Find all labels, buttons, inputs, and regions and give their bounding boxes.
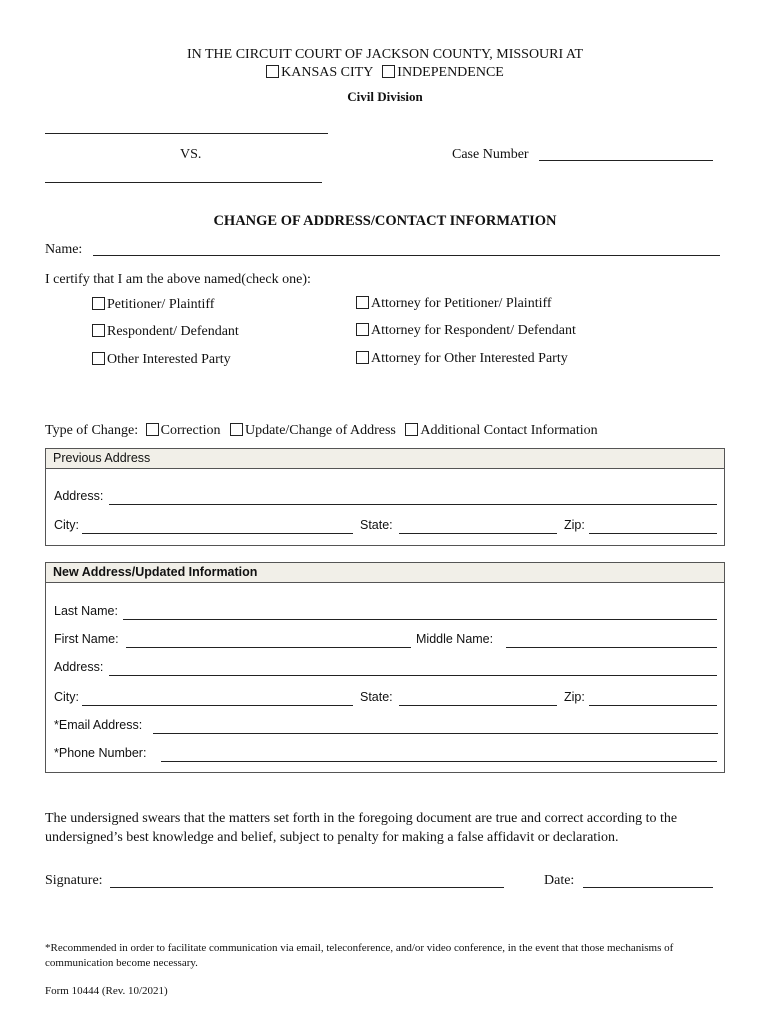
role-atty-petitioner[interactable]: [356, 296, 552, 312]
signature-label: Signature:: [45, 873, 103, 888]
new-address-section: [45, 562, 725, 773]
kansas-city-checkbox[interactable]: [266, 65, 279, 78]
last-name-field[interactable]: [123, 619, 717, 620]
phone-field[interactable]: [161, 761, 717, 762]
update-checkbox[interactable]: [230, 423, 243, 436]
atty-other-label: Attorney for Other Interested Party: [371, 351, 568, 366]
date-field[interactable]: [583, 887, 713, 888]
certify-text: I certify that I am the above named(check one):: [45, 272, 311, 287]
additional-checkbox[interactable]: [405, 423, 418, 436]
defendant-line[interactable]: [45, 182, 322, 183]
email-field[interactable]: [153, 733, 718, 734]
independence-label: INDEPENDENCE: [397, 65, 504, 80]
atty-petitioner-label: Attorney for Petitioner/ Plaintiff: [371, 296, 552, 311]
respondent-checkbox[interactable]: [92, 324, 105, 337]
prev-city-field[interactable]: [82, 533, 353, 534]
additional-label: Additional Contact Information: [420, 423, 598, 438]
correction-label: Correction: [160, 423, 221, 438]
petitioner-checkbox[interactable]: [92, 297, 105, 310]
new-state-label: State:: [360, 690, 393, 704]
atty-respondent-checkbox[interactable]: [356, 323, 369, 336]
name-label: Name:: [45, 242, 83, 257]
role-respondent[interactable]: [92, 324, 239, 340]
case-number-field[interactable]: [539, 160, 713, 161]
prev-state-field[interactable]: [399, 533, 557, 534]
role-petitioner[interactable]: [92, 297, 214, 313]
new-address-heading: New Address/Updated Information: [46, 563, 724, 583]
kansas-city-label: KANSAS CITY: [281, 65, 373, 80]
prev-address-label: Address:: [54, 489, 104, 503]
update-label: Update/Change of Address: [244, 423, 396, 438]
first-name-label: First Name:: [54, 632, 119, 646]
prev-city-label: City:: [54, 518, 79, 532]
plaintiff-line[interactable]: [45, 133, 328, 134]
other-party-label: Other Interested Party: [107, 352, 231, 367]
new-zip-field[interactable]: [589, 705, 717, 706]
new-city-field[interactable]: [82, 705, 353, 706]
petitioner-label: Petitioner/ Plaintiff: [107, 297, 215, 312]
role-atty-other[interactable]: [356, 351, 568, 367]
first-name-field[interactable]: [126, 647, 411, 648]
name-field[interactable]: [93, 255, 720, 256]
phone-label: *Phone Number:: [54, 746, 147, 760]
atty-other-checkbox[interactable]: [356, 351, 369, 364]
last-name-label: Last Name:: [54, 604, 118, 618]
new-city-label: City:: [54, 690, 79, 704]
signature-field[interactable]: [110, 887, 504, 888]
new-zip-label: Zip:: [564, 690, 585, 704]
independence-checkbox[interactable]: [382, 65, 395, 78]
role-other-party[interactable]: [92, 352, 231, 368]
prev-zip-label: Zip:: [564, 518, 585, 532]
form-number: Form 10444 (Rev. 10/2021): [45, 985, 168, 997]
new-address-field[interactable]: [109, 675, 717, 676]
date-label: Date:: [544, 873, 575, 888]
previous-address-heading: Previous Address: [46, 449, 724, 469]
division-title: Civil Division: [347, 89, 423, 104]
vs-label: VS.: [180, 147, 202, 162]
footnote: *Recommended in order to facilitate communication via email, teleconference, and/or video conference, in the event that those mechanisms of communication become necessary.: [45, 942, 674, 969]
new-address-label: Address:: [54, 660, 104, 674]
new-state-field[interactable]: [399, 705, 557, 706]
atty-petitioner-checkbox[interactable]: [356, 296, 369, 309]
email-label: *Email Address:: [54, 718, 143, 732]
prev-zip-field[interactable]: [589, 533, 717, 534]
atty-respondent-label: Attorney for Respondent/ Defendant: [371, 323, 576, 338]
oath-text: The undersigned swears that the matters set forth in the foregoing document are true and correct according to the undersigned’s best knowledge and belief, subject to penalty for making a false affidavit or declaration.: [45, 811, 678, 845]
middle-name-field[interactable]: [506, 647, 717, 648]
other-party-checkbox[interactable]: [92, 352, 105, 365]
court-heading: IN THE CIRCUIT COURT OF JACKSON COUNTY, MISSOURI AT: [186, 47, 583, 62]
form-title: CHANGE OF ADDRESS/CONTACT INFORMATION: [213, 213, 557, 229]
middle-name-label: Middle Name:: [416, 632, 494, 646]
change-type-row: [45, 423, 598, 439]
previous-address-section: [45, 448, 725, 546]
correction-checkbox[interactable]: [146, 423, 159, 436]
respondent-label: Respondent/ Defendant: [107, 324, 239, 339]
change-type-label: Type of Change:: [45, 423, 139, 438]
location-options: [0, 65, 770, 81]
role-atty-respondent[interactable]: [356, 323, 576, 339]
prev-state-label: State:: [360, 518, 393, 532]
case-number-label: Case Number: [452, 147, 529, 162]
prev-address-field[interactable]: [109, 504, 717, 505]
